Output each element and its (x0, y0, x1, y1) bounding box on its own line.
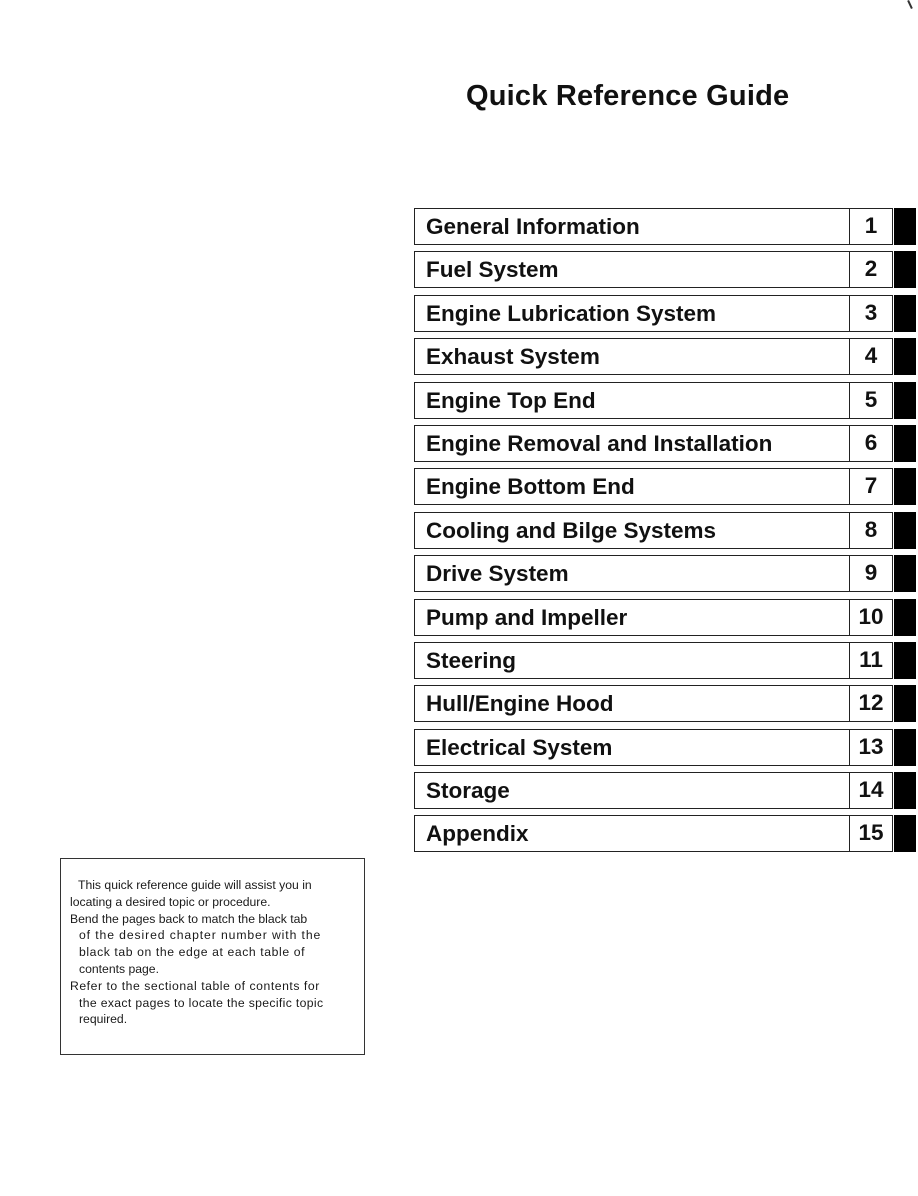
black-tab-marker (894, 729, 916, 766)
page-title: Quick Reference Guide (466, 80, 790, 112)
toc-item-label: General Information (426, 214, 640, 239)
toc-item-number: 9 (864, 560, 878, 586)
toc-item-label: Steering (426, 647, 517, 673)
toc-label-box (414, 251, 849, 288)
usage-note-box (60, 858, 365, 1055)
toc-item-hull-engine-hood[interactable] (414, 685, 918, 722)
toc-item-number: 1 (864, 213, 878, 238)
toc-item-appendix[interactable] (414, 815, 918, 852)
toc-number-box (849, 295, 893, 332)
page-corner-mark (907, 0, 913, 9)
toc-number-box (849, 382, 893, 419)
toc-label-box (414, 685, 849, 722)
toc-label-box (414, 382, 849, 419)
note-line: Bend the pages back to match the black tab (70, 911, 308, 926)
black-tab-marker (894, 208, 916, 245)
toc-item-electrical-system[interactable] (414, 729, 918, 766)
toc-item-number: 3 (864, 299, 878, 325)
toc-item-label: Cooling and Bilge Systems (426, 517, 717, 543)
toc-number-box (849, 468, 893, 505)
toc-number-box (849, 208, 893, 245)
toc-label-box (414, 815, 849, 852)
toc-label-box (414, 468, 849, 505)
toc-item-steering[interactable] (414, 642, 918, 679)
toc-item-label: Drive System (426, 561, 569, 587)
black-tab-marker (894, 382, 916, 419)
toc-item-label: Pump and Impeller (426, 604, 628, 630)
note-line: black tab on the edge at each table of (79, 945, 306, 960)
toc-item-label: Appendix (426, 821, 529, 847)
toc-item-label: Storage (426, 778, 510, 804)
toc-item-number: 12 (858, 690, 884, 716)
toc-item-pump-and-impeller[interactable] (414, 599, 918, 636)
note-line: locating a desired topic or procedure. (70, 894, 271, 909)
toc-item-number: 11 (859, 646, 883, 672)
toc-label-box (414, 729, 849, 766)
toc-item-number: 2 (864, 256, 878, 282)
toc-item-label: Engine Lubrication System (426, 300, 717, 326)
toc-item-number: 4 (864, 343, 878, 369)
toc-item-label: Exhaust System (426, 344, 600, 370)
toc-item-label: Engine Removal and Installation (426, 430, 773, 456)
toc-label-box (414, 295, 849, 332)
toc-item-engine-removal-and-installation[interactable] (414, 425, 918, 462)
note-line: the exact pages to locate the specific topic (79, 995, 324, 1010)
note-line: Refer to the sectional table of contents for (70, 978, 320, 993)
black-tab-marker (894, 599, 916, 636)
toc-item-engine-lubrication-system[interactable] (414, 295, 918, 332)
toc-item-label: Engine Bottom End (426, 474, 635, 500)
toc-item-exhaust-system[interactable] (414, 338, 918, 375)
toc-label-box (414, 338, 849, 375)
toc-number-box (849, 599, 893, 636)
note-line: required. (79, 1012, 128, 1027)
toc-item-label: Fuel System (426, 257, 559, 283)
black-tab-marker (894, 295, 916, 332)
toc-number-box (849, 815, 893, 852)
black-tab-marker (894, 772, 916, 809)
toc-item-number: 7 (864, 473, 878, 499)
toc-item-number: 6 (864, 429, 878, 455)
toc-item-general-information[interactable] (414, 208, 918, 245)
toc-number-box (849, 555, 893, 592)
toc-item-number: 13 (858, 733, 884, 759)
toc-item-label: Engine Top End (426, 387, 596, 413)
toc-item-label: Electrical System (426, 734, 613, 760)
toc-number-box (849, 338, 893, 375)
toc-item-number: 8 (864, 516, 878, 542)
toc-item-fuel-system[interactable] (414, 251, 918, 288)
black-tab-marker (894, 251, 916, 288)
toc-number-box (849, 512, 893, 549)
note-line: contents page. (79, 961, 159, 976)
black-tab-marker (894, 425, 916, 462)
toc-number-box (849, 642, 893, 679)
black-tab-marker (894, 685, 916, 722)
toc-label-box (414, 555, 849, 592)
toc-label-box (414, 642, 849, 679)
toc-number-box (849, 685, 893, 722)
toc-item-drive-system[interactable] (414, 555, 918, 592)
toc-number-box (849, 251, 893, 288)
note-line: This quick reference guide will assist you in (78, 878, 312, 892)
toc-label-box (414, 208, 849, 245)
toc-number-box (849, 425, 893, 462)
toc-item-number: 10 (858, 603, 884, 629)
note-line: of the desired chapter number with the (79, 928, 322, 943)
toc-label-box (414, 425, 849, 462)
black-tab-marker (894, 468, 916, 505)
black-tab-marker (894, 555, 916, 592)
black-tab-marker (894, 512, 916, 549)
toc-item-engine-bottom-end[interactable] (414, 468, 918, 505)
toc-item-engine-top-end[interactable] (414, 382, 918, 419)
toc-item-number: 5 (864, 386, 878, 412)
black-tab-marker (894, 642, 916, 679)
toc-label-box (414, 512, 849, 549)
toc-item-cooling-and-bilge-systems[interactable] (414, 512, 918, 549)
toc-number-box (849, 729, 893, 766)
toc-item-storage[interactable] (414, 772, 918, 809)
toc-item-number: 14 (858, 777, 884, 803)
toc-item-label: Hull/Engine Hood (426, 691, 614, 717)
black-tab-marker (894, 815, 916, 852)
toc-label-box (414, 599, 849, 636)
toc-label-box (414, 772, 849, 809)
black-tab-marker (894, 338, 916, 375)
quick-reference-toc (414, 208, 918, 859)
toc-item-number: 15 (858, 820, 884, 846)
toc-number-box (849, 772, 893, 809)
